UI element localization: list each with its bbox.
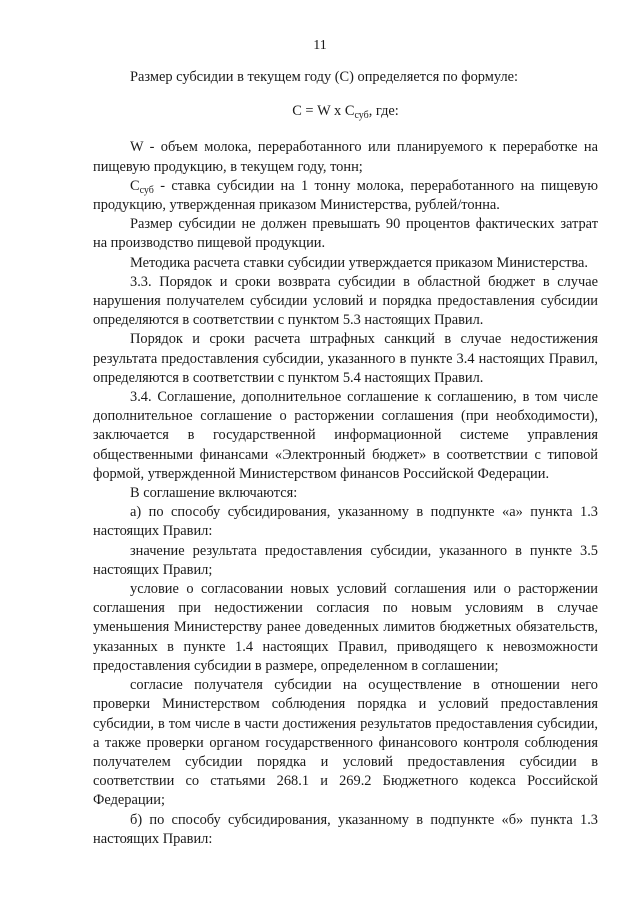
paragraph: Методика расчета ставки субсидии утверждается приказом Министерства. [130, 254, 588, 271]
paragraph: условие о согласовании новых условий соглашения или о расторжении соглашения при недостижении согласия по новым условиям в случае уменьшения Министерству ранее доведенных лимитов бюджетных обязательств, указанных в пункте 1.4 настоящих Правил, приводящего к невозможности предоставления субсидии в размере, определенном в соглашении; [93, 581, 598, 674]
definition-c [93, 177, 598, 215]
paragraph: значение результата предоставления субсидии, указанного в пункте 3.5 настоящих Правил; [93, 542, 598, 578]
formula-prefix: С = W x С [292, 103, 355, 120]
paragraph: Порядок и сроки расчета штрафных санкций в случае недостижения результата предоставления субсидии, указанного в пункте 3.4 настоящих Правил, определяются в соответствии с пунктом 5.4 настоящих Правил. [93, 331, 598, 386]
definition-w: W - объем молока, переработанного или планируемого к переработке на пищевую продукцию, в текущем году, тонн; [93, 139, 598, 175]
paragraph: а) по способу субсидирования, указанному в подпункте «а» пункта 1.3 настоящих Правил: [93, 504, 598, 540]
paragraph: б) по способу субсидирования, указанному в подпункте «б» пункта 1.3 настоящих Правил: [93, 811, 598, 847]
page-number: 11 [313, 38, 327, 53]
paragraph: согласие получателя субсидии на осуществление в отношении него проверки Министерством соблюдения порядка и условий предоставления субсидии, в том числе в части достижения результатов предоставления субсидии, а также проверки органом государственного финансового контроля соблюдения получателем субсидии порядка и условий предоставления субсидии в соответствии со статьями 268.1 и 269.2 Бюджетного кодекса Российской Федерации; [93, 677, 598, 809]
formula-suffix: , где: [368, 103, 399, 120]
paragraph: В соглашение включаются: [130, 485, 298, 502]
formula [93, 102, 598, 121]
c-text: - ставка субсидии на 1 тонну молока, переработанного на пищевую продукцию, утвержденная приказом Министерства, рублей/тонна. [93, 177, 598, 214]
paragraph: 3.4. Соглашение, дополнительное соглашение к соглашению, в том числе дополнительное соглашение о расторжении соглашения (при необходимости), заключается в государственной информационной системе управления общественными финансами «Электронный бюджет» в соответствии с типовой формой, утвержденной Министерством финансов Российской Федерации. [93, 389, 598, 482]
c-subscript: суб [139, 184, 154, 196]
document-body [93, 68, 598, 849]
formula-intro: Размер субсидии в текущем году (С) определяется по формуле: [130, 69, 519, 85]
formula-subscript: суб [354, 110, 369, 122]
c-symbol: С [130, 177, 140, 194]
paragraph: 3.3. Порядок и сроки возврата субсидии в областной бюджет в случае нарушения получателем субсидии условий и порядка предоставления субсидии определяются в соответствии с пунктом 5.3 настоящих Правил. [93, 273, 598, 329]
paragraph: Размер субсидии не должен превышать 90 процентов фактических затрат на производство пищевой продукции. [93, 216, 598, 252]
